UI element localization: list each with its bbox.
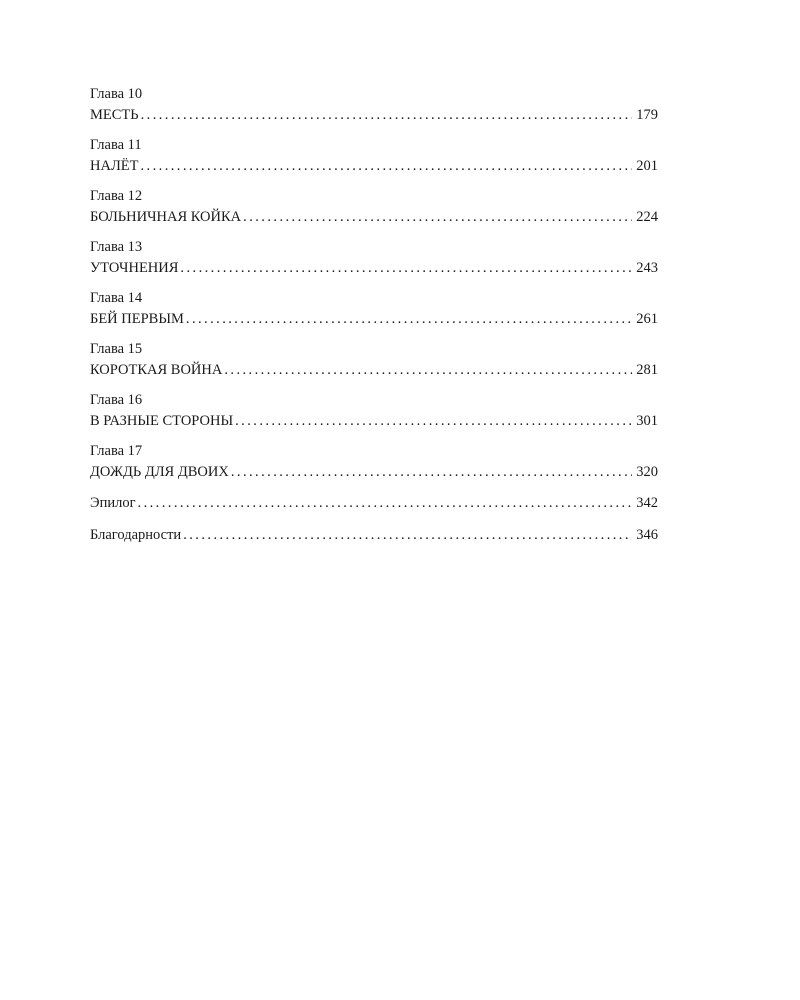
dot-leader xyxy=(186,308,632,330)
page-number: 281 xyxy=(636,362,658,378)
dot-leader xyxy=(180,257,632,279)
toc-line xyxy=(90,104,658,126)
chapter-title: БЕЙ ПЕРВЫМ xyxy=(90,311,184,327)
chapter-title: МЕСТЬ xyxy=(90,107,139,123)
toc-entry-chapter-13[interactable] xyxy=(90,237,658,279)
toc-line xyxy=(90,410,658,432)
toc-entry-acknowledgements[interactable] xyxy=(90,524,658,546)
section-title: Благодарности xyxy=(90,527,182,543)
page-number: 346 xyxy=(636,527,658,543)
chapter-title: УТОЧНЕНИЯ xyxy=(90,260,179,276)
toc-entry-chapter-12[interactable] xyxy=(90,186,658,228)
chapter-title: В РАЗНЫЕ СТОРОНЫ xyxy=(90,413,234,429)
chapter-title: НАЛЁТ xyxy=(90,158,139,174)
toc-entry-chapter-16[interactable] xyxy=(90,390,658,432)
chapter-number: Глава 11 xyxy=(90,137,142,153)
dot-leader xyxy=(141,155,633,177)
toc-line xyxy=(90,524,658,546)
toc-entry-chapter-11[interactable] xyxy=(90,135,658,177)
toc-line xyxy=(90,461,658,483)
chapter-number: Глава 10 xyxy=(90,86,143,102)
page-number: 179 xyxy=(636,107,658,123)
toc-entry-chapter-15[interactable] xyxy=(90,339,658,381)
chapter-title: ДОЖДЬ ДЛЯ ДВОИХ xyxy=(90,464,229,480)
toc-line xyxy=(90,155,658,177)
toc-line xyxy=(90,308,658,330)
dot-leader xyxy=(243,206,632,228)
page-number: 261 xyxy=(636,311,658,327)
toc-line xyxy=(90,492,658,514)
chapter-number: Глава 12 xyxy=(90,188,143,204)
page-number: 224 xyxy=(636,209,658,225)
page-number: 201 xyxy=(636,158,658,174)
toc-entry-chapter-14[interactable] xyxy=(90,288,658,330)
toc-line xyxy=(90,257,658,279)
chapter-title: БОЛЬНИЧНАЯ КОЙКА xyxy=(90,209,242,225)
chapter-number: Глава 13 xyxy=(90,239,143,255)
dot-leader xyxy=(183,524,632,546)
dot-leader xyxy=(138,492,633,514)
dot-leader xyxy=(224,359,632,381)
toc-line xyxy=(90,359,658,381)
toc-entry-epilogue[interactable] xyxy=(90,492,658,514)
section-title: Эпилог xyxy=(90,495,136,511)
table-of-contents xyxy=(90,84,658,556)
toc-line xyxy=(90,206,658,228)
page-number: 342 xyxy=(636,495,658,511)
dot-leader xyxy=(141,104,633,126)
page-number: 301 xyxy=(636,413,658,429)
chapter-number: Глава 15 xyxy=(90,341,143,357)
toc-entry-chapter-17[interactable] xyxy=(90,441,658,483)
chapter-number: Глава 16 xyxy=(90,392,143,408)
page-number: 243 xyxy=(636,260,658,276)
dot-leader xyxy=(231,461,632,483)
toc-entry-chapter-10[interactable] xyxy=(90,84,658,126)
page-number: 320 xyxy=(636,464,658,480)
chapter-number: Глава 17 xyxy=(90,443,143,459)
dot-leader xyxy=(235,410,632,432)
chapter-number: Глава 14 xyxy=(90,290,143,306)
chapter-title: КОРОТКАЯ ВОЙНА xyxy=(90,362,223,378)
